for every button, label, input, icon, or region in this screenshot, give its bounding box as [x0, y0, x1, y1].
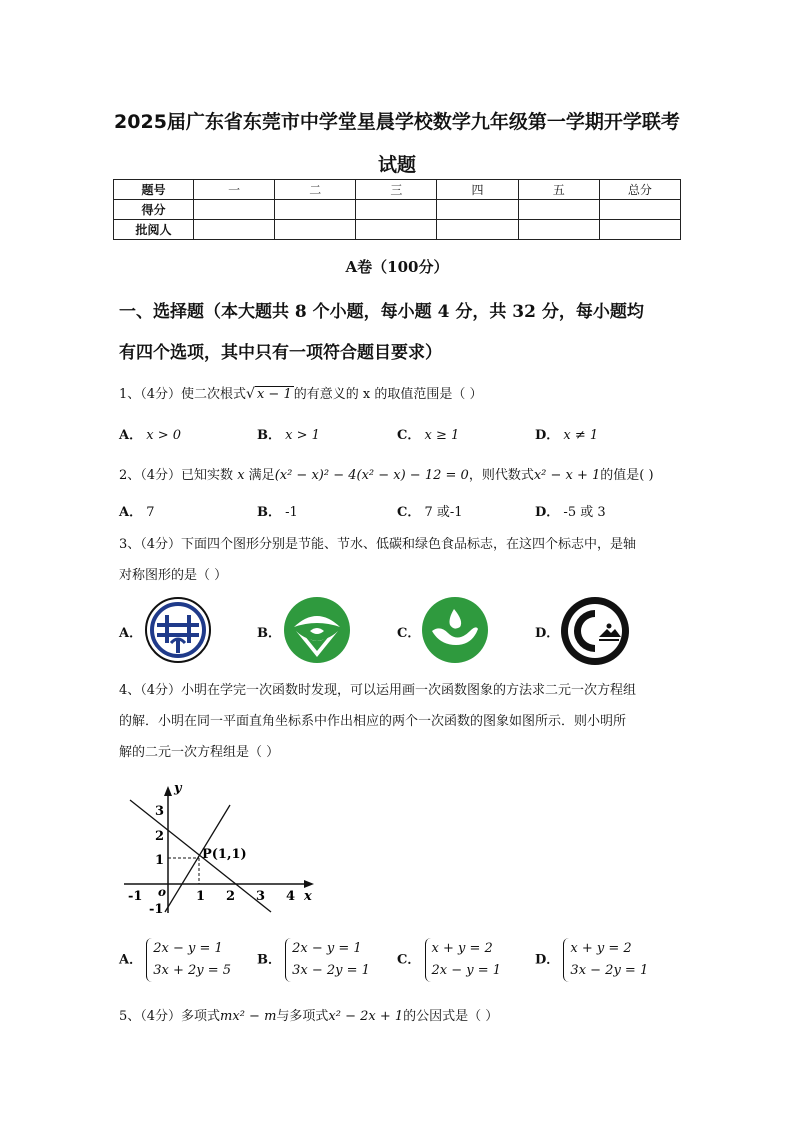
q4-option-b[interactable] — [257, 938, 370, 982]
question-2-stem — [119, 464, 654, 483]
equation-1: x + y = 2 — [570, 941, 632, 956]
equation-1: 2x − y = 1 — [153, 941, 223, 956]
q5-stem-a: 5、（4分）多项式 — [119, 1009, 221, 1024]
score-cell[interactable] — [356, 200, 437, 220]
x-axis-arrow — [304, 880, 314, 888]
q4-function-graph — [118, 778, 328, 923]
q1-option-b[interactable] — [257, 424, 320, 443]
option-letter: C． — [397, 626, 421, 641]
volume-title: A卷（100分） — [345, 258, 449, 276]
row-label-score: 得分 — [114, 200, 194, 220]
option-letter: C． — [397, 505, 421, 520]
q2-stem-d: 的值是( ) — [600, 468, 654, 483]
equation-system — [285, 938, 370, 982]
green-food-logo-icon[interactable] — [559, 595, 631, 667]
score-cell[interactable] — [275, 200, 356, 220]
table-header-cell: 题号 — [114, 180, 194, 200]
option-letter: A． — [119, 428, 143, 443]
q3-option-d-label[interactable] — [535, 622, 559, 641]
question-4-stem-line3: 解的二元一次方程组是（ ） — [119, 745, 280, 760]
option-letter: D． — [535, 952, 560, 968]
q2-option-b[interactable] — [257, 501, 298, 520]
score-table — [113, 179, 681, 240]
q2-option-c[interactable] — [397, 501, 463, 520]
option-letter: C． — [397, 428, 421, 443]
q1-option-d[interactable] — [535, 424, 598, 443]
equation-2: 3x − 2y = 1 — [570, 963, 649, 978]
option-letter: D． — [535, 428, 560, 443]
q5-expression-2: x² − 2x + 1 — [328, 1009, 404, 1024]
table-header-cell: 一 — [194, 180, 275, 200]
equation-1: x + y = 2 — [431, 941, 493, 956]
option-text: 7 — [146, 505, 155, 520]
question-1-stem — [119, 383, 482, 402]
energy-saving-logo-icon[interactable] — [143, 595, 213, 665]
score-table-header-row — [114, 180, 681, 200]
q4-option-c[interactable] — [397, 938, 501, 982]
x-axis-label: x — [304, 889, 312, 904]
equation-2: 3x − 2y = 1 — [292, 963, 370, 978]
score-cell[interactable] — [194, 200, 275, 220]
q3-option-c-label[interactable] — [397, 622, 420, 641]
section-heading-line2: 有四个选项，其中只有一项符合题目要求） — [119, 343, 442, 363]
q2-expression: x² − x + 1 — [533, 468, 601, 483]
q2-stem-b: 满足 — [248, 468, 275, 483]
y-tick-label: 2 — [155, 829, 165, 844]
sqrt-symbol: √ — [246, 386, 255, 402]
option-text: x > 1 — [285, 428, 320, 443]
equation-system — [425, 938, 502, 982]
q4-option-a[interactable] — [119, 938, 231, 982]
y-tick-label: 3 — [155, 804, 165, 819]
table-header-cell: 五 — [518, 180, 599, 200]
row-label-reviewer: 批阅人 — [114, 220, 194, 240]
q3-option-b-label[interactable] — [257, 622, 281, 641]
table-header-cell: 二 — [275, 180, 356, 200]
question-4-stem-line1: 4、（4分）小明在学完一次函数时发现，可以运用画一次函数图象的方法求二元一次方程组 — [119, 683, 637, 698]
table-row — [114, 200, 681, 220]
q2-var: x — [237, 468, 245, 483]
q2-stem-a: 2、（4分）已知实数 — [119, 468, 234, 483]
table-header-cell: 总分 — [599, 180, 680, 200]
option-letter: A． — [119, 952, 143, 968]
option-letter: D． — [535, 505, 560, 520]
option-letter: D． — [535, 626, 560, 641]
y-tick-label: -1 — [149, 902, 164, 917]
section-heading-line1: 一、选择题（本大题共 8 个小题，每小题 4 分，共 32 分，每小题均 — [119, 302, 644, 322]
option-letter: B． — [257, 626, 281, 641]
option-text: x ≠ 1 — [563, 428, 599, 443]
option-letter: A． — [119, 626, 143, 641]
option-text: -1 — [285, 505, 298, 520]
x-tick-label: 4 — [286, 889, 296, 904]
option-letter: B． — [257, 952, 281, 968]
q2-option-d[interactable] — [535, 501, 606, 520]
score-cell[interactable] — [437, 200, 518, 220]
option-text: -5 或 3 — [563, 505, 606, 520]
x-tick-label: 1 — [196, 889, 206, 904]
q1-option-c[interactable] — [397, 424, 459, 443]
option-text: x > 0 — [146, 428, 181, 443]
q1-stem-a: 1、（4分）使二次根式 — [119, 387, 247, 402]
question-3-stem-line1: 3、（4分）下面四个图形分别是节能、节水、低碳和绿色食品标志，在这四个标志中，是轴 — [119, 537, 637, 552]
exam-title-line2: 试题 — [377, 154, 416, 176]
score-cell[interactable] — [518, 220, 599, 240]
q2-stem-c: ，则代数式 — [468, 468, 534, 483]
score-cell[interactable] — [518, 200, 599, 220]
score-cell[interactable] — [437, 220, 518, 240]
x-tick-label: -1 — [128, 889, 143, 904]
equation-2: 2x − y = 1 — [431, 963, 502, 978]
equation-2: 3x + 2y = 5 — [153, 963, 232, 978]
y-axis-arrow — [164, 786, 172, 796]
score-cell[interactable] — [599, 220, 680, 240]
question-4-stem-line2: 的解．小明在同一平面直角坐标系中作出相应的两个一次函数的图象如图所示．则小明所 — [119, 714, 627, 729]
exam-title-line1: 2025届广东省东莞市中学堂星晨学校数学九年级第一学期开学联考 — [114, 111, 680, 133]
score-cell[interactable] — [599, 200, 680, 220]
q5-stem-b: 与多项式 — [276, 1009, 329, 1024]
table-header-cell: 四 — [437, 180, 518, 200]
equation-1: 2x − y = 1 — [292, 941, 362, 956]
equation-system — [146, 938, 231, 982]
option-text: x ≥ 1 — [424, 428, 460, 443]
option-letter: B． — [257, 505, 281, 520]
q1-radicand: x − 1 — [256, 387, 292, 402]
option-letter: A． — [119, 505, 143, 520]
q2-option-a[interactable] — [119, 501, 155, 520]
option-letter: B． — [257, 428, 281, 443]
q1-option-a[interactable] — [119, 424, 181, 443]
low-carbon-logo-icon[interactable] — [420, 595, 490, 665]
table-row — [114, 220, 681, 240]
q5-expression-1: mx² − m — [220, 1009, 277, 1024]
score-cell[interactable] — [356, 220, 437, 240]
q2-equation: (x² − x)² − 4(x² − x) − 12 = 0 — [274, 468, 469, 483]
origin-label: o — [158, 885, 167, 899]
score-cell[interactable] — [194, 220, 275, 240]
point-p-label: P(1,1) — [202, 847, 247, 862]
score-cell[interactable] — [275, 220, 356, 240]
equation-system — [563, 938, 648, 982]
water-saving-logo-icon[interactable] — [282, 595, 352, 665]
q5-stem-c: 的公因式是（ ） — [403, 1009, 499, 1024]
y-tick-label: 1 — [155, 853, 165, 868]
x-tick-label: 2 — [226, 889, 236, 904]
option-letter: C． — [397, 952, 421, 968]
x-tick-label: 3 — [256, 889, 266, 904]
y-axis-label: y — [174, 781, 182, 796]
q4-option-d[interactable] — [535, 938, 648, 982]
question-5-stem — [119, 1005, 498, 1024]
q3-option-a-label[interactable] — [119, 622, 142, 641]
question-3-stem-line2: 对称图形的是（ ） — [119, 568, 228, 583]
q1-stem-b: 的有意义的 x 的取值范围是（ ） — [293, 387, 483, 402]
table-header-cell: 三 — [356, 180, 437, 200]
option-text: 7 或-1 — [424, 505, 463, 520]
